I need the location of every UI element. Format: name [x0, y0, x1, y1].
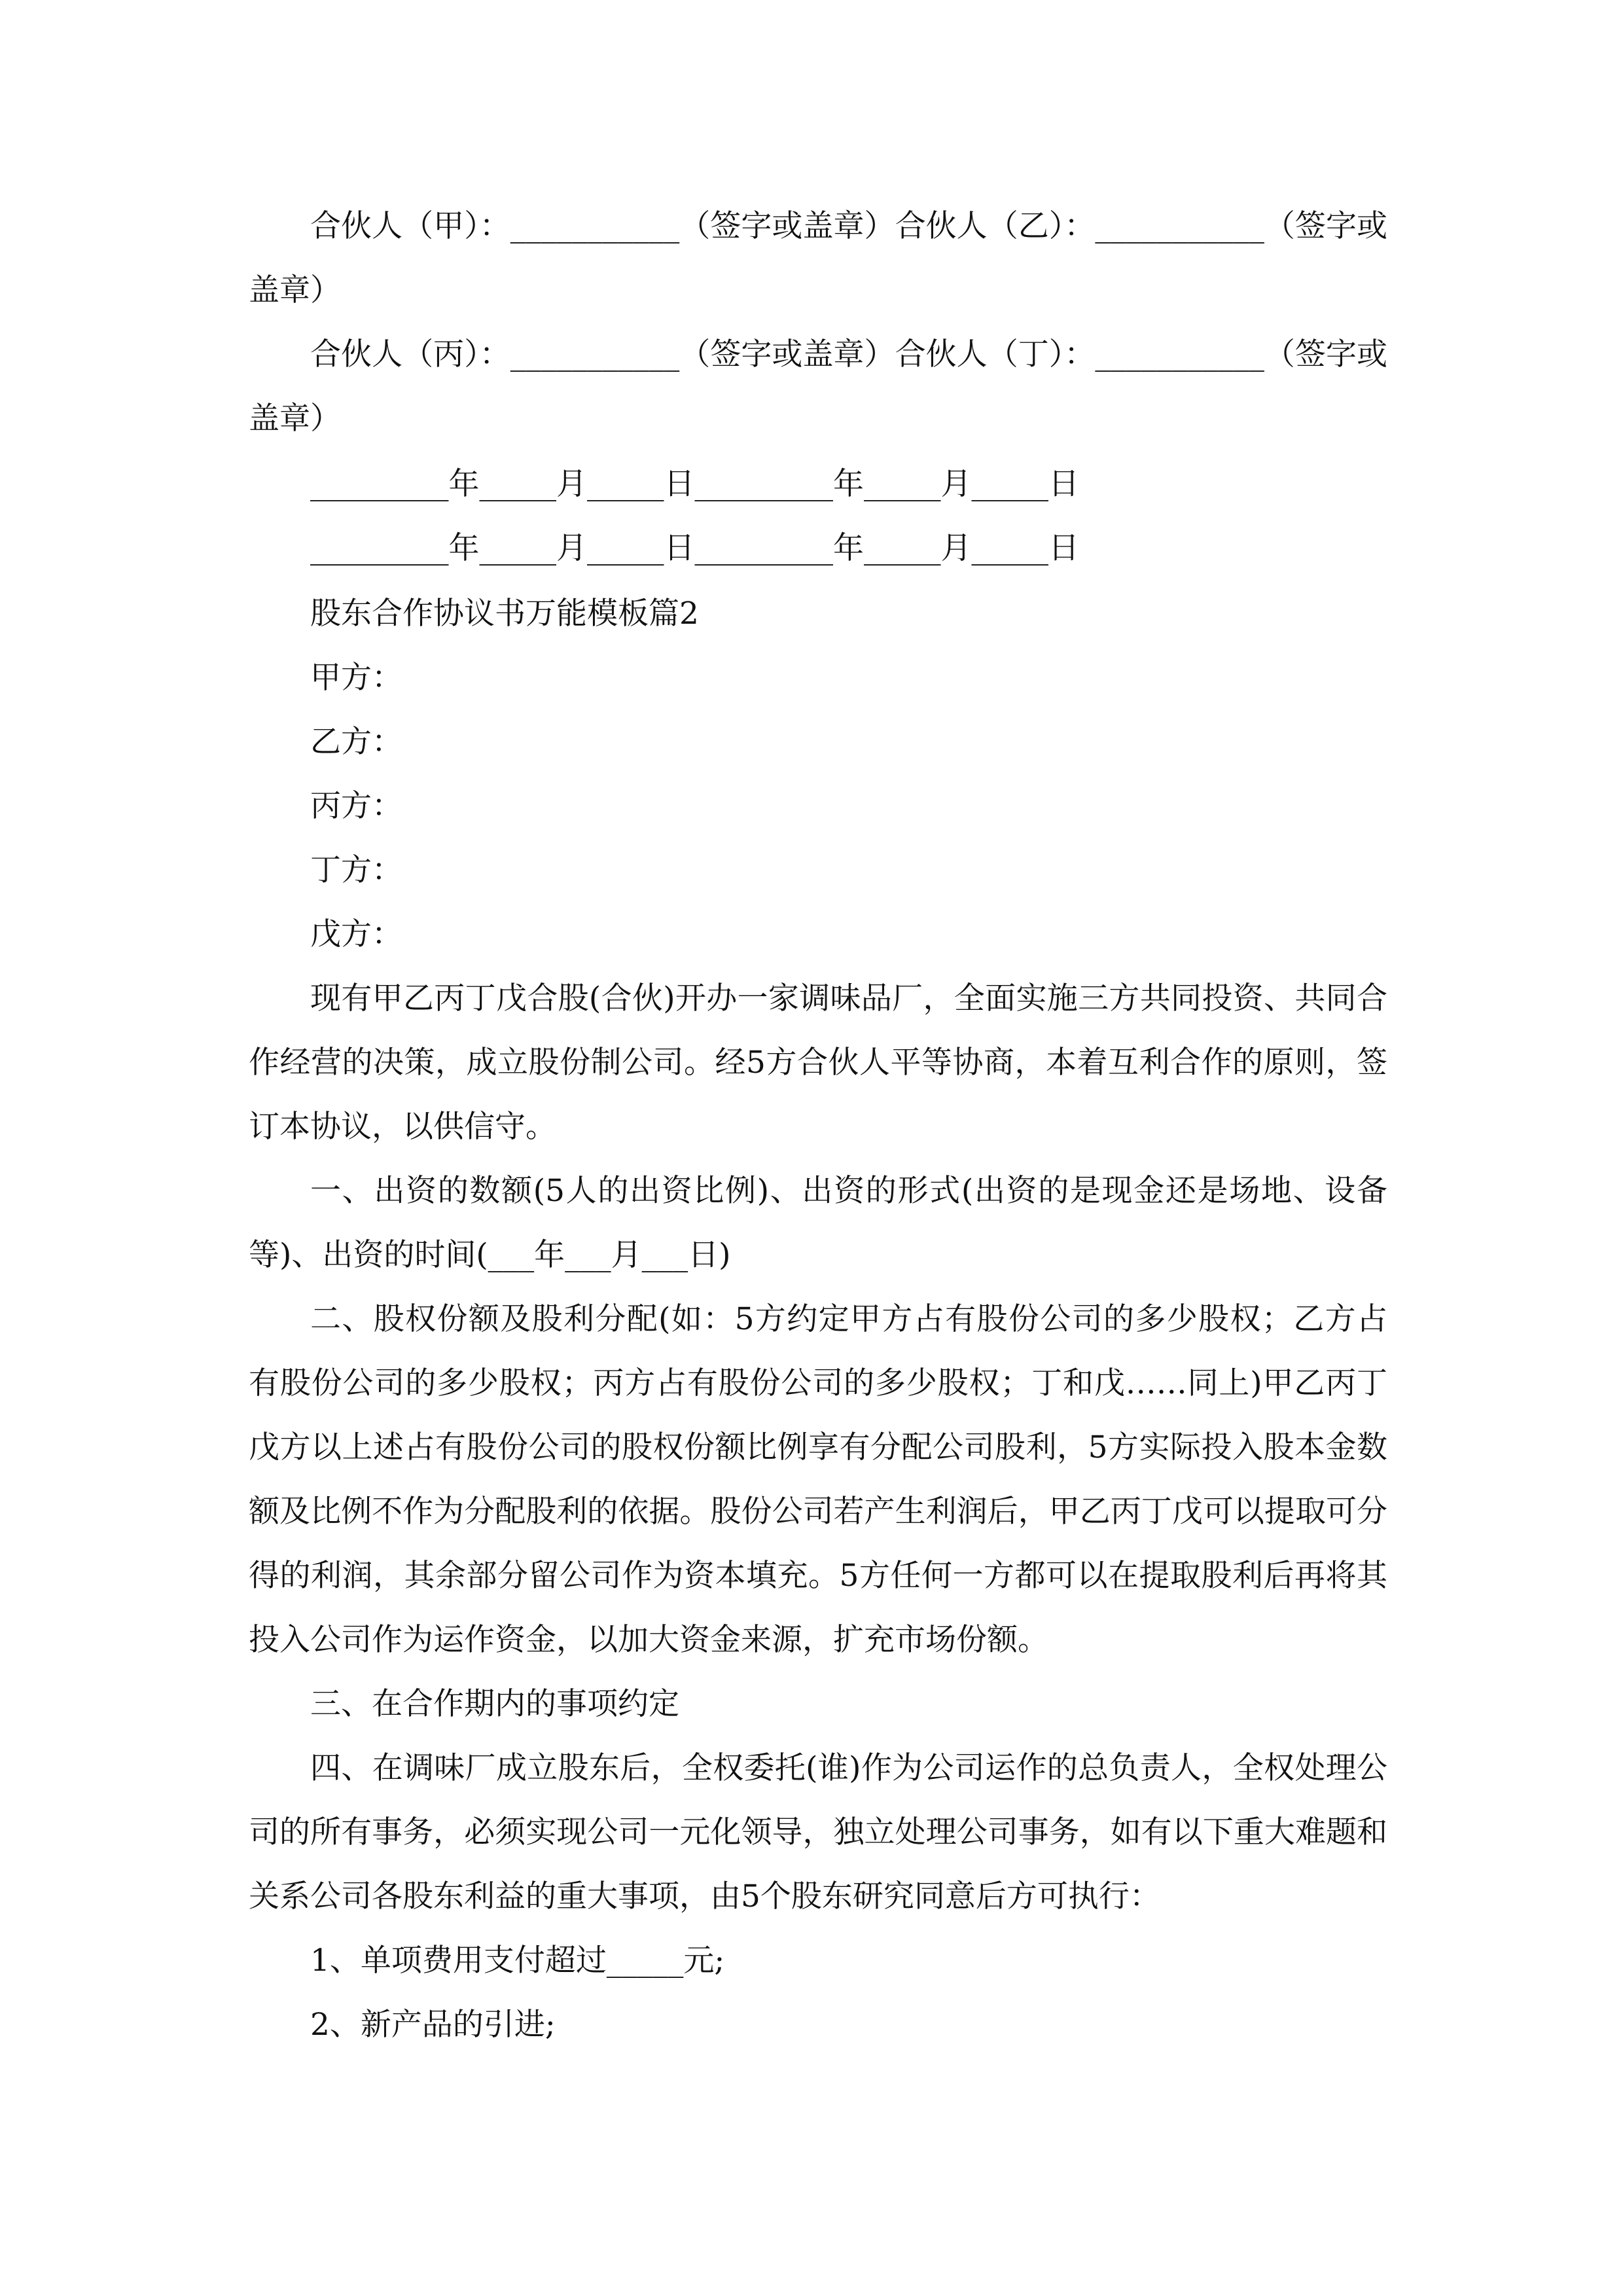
signature-section — [249, 194, 1387, 451]
signature-line-1: 合伙人（甲）：___________（签字或盖章）合伙人（乙）：___________（签字或盖章） — [249, 208, 1387, 308]
section-title: 股东合作协议书万能模板篇2 — [310, 596, 699, 632]
clause-4: 四、在调味厂成立股东后，全权委托(谁)作为公司运作的总负责人，全权处理公司的所有事务，必须实现公司一元化领导，独立处理公司事务，如有以下重大难题和关系公司各股东利益的重大事项，由5个股东研究同意后方可执行： — [249, 1750, 1387, 1914]
date-line-1: _________年_____月_____日_________年_____月_____日 — [310, 466, 1079, 502]
item-1: 1、单项费用支付超过_____元; — [310, 1943, 725, 1979]
clause-3: 三、在合作期内的事项约定 — [310, 1686, 679, 1722]
signature-line-2: 合伙人（丙）：___________（签字或盖章）合伙人（丁）：___________（签字或盖章） — [249, 336, 1387, 437]
date-section — [249, 452, 1387, 581]
party-c: 丙方： — [310, 788, 402, 824]
item-2: 2、新产品的引进; — [310, 2007, 556, 2043]
party-a: 甲方： — [310, 660, 402, 696]
date-line-2: _________年_____月_____日_________年_____月_____日 — [310, 530, 1079, 566]
party-e: 戊方： — [310, 916, 402, 952]
intro-paragraph: 现有甲乙丙丁戊合股(合伙)开办一家调味品厂，全面实施三方共同投资、共同合作经营的决策，成立股份制公司。经5方合伙人平等协商，本着互利合作的原则，签订本协议，以供信守。 — [249, 980, 1387, 1145]
main-section — [249, 582, 1387, 2057]
clause-1: 一、出资的数额(5人的出资比例)、出资的形式(出资的是现金还是场地、设备等)、出资的时间(___年___月___日) — [249, 1173, 1387, 1273]
party-b: 乙方： — [310, 724, 402, 760]
clause-2: 二、股权份额及股利分配(如：5方约定甲方占有股份公司的多少股权；乙方占有股份公司的多少股权；丙方占有股份公司的多少股权；丁和戊……同上)甲乙丙丁戊方以上述占有股份公司的股权份额比例享有分配公司股利，5方实际投入股本金数额及比例不作为分配股利的依据。股份公司若产生利润后，甲乙丙丁戊可以提取可分得的利润，其余部分留公司作为资本填充。5方任何一方都可以在提取股利后再将其投入公司作为运作资金，以加大资金来源，扩充市场份额。 — [249, 1301, 1387, 1658]
party-d: 丁方： — [310, 852, 402, 888]
